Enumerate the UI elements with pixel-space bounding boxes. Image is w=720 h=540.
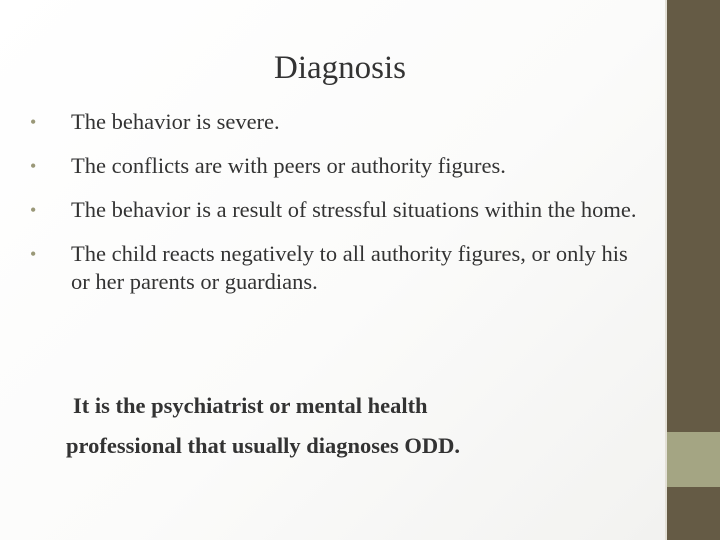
bullet-item bbox=[30, 196, 650, 224]
bullet-icon: • bbox=[30, 244, 37, 264]
bullet-icon: • bbox=[30, 200, 37, 220]
bullet-text: The conflicts are with peers or authority figures. bbox=[71, 153, 506, 178]
bullet-item bbox=[30, 152, 650, 180]
bullet-text: The behavior is severe. bbox=[71, 109, 280, 134]
summary-note bbox=[66, 386, 646, 466]
note-line: professional that usually diagnoses ODD. bbox=[66, 433, 461, 458]
bullet-text: The child reacts negatively to all authority figures, or only his or her parents or guardians. bbox=[71, 241, 628, 294]
bullet-icon: • bbox=[30, 112, 37, 132]
bullet-list bbox=[30, 108, 650, 296]
bullet-icon: • bbox=[30, 156, 37, 176]
bullet-text: The behavior is a result of stressful situations within the home. bbox=[71, 197, 637, 222]
bullet-item bbox=[30, 108, 650, 136]
slide-title: Diagnosis bbox=[274, 50, 406, 86]
note-line: It is the psychiatrist or mental health bbox=[73, 393, 428, 418]
side-accent-block bbox=[667, 432, 720, 487]
bullet-item bbox=[30, 240, 650, 296]
